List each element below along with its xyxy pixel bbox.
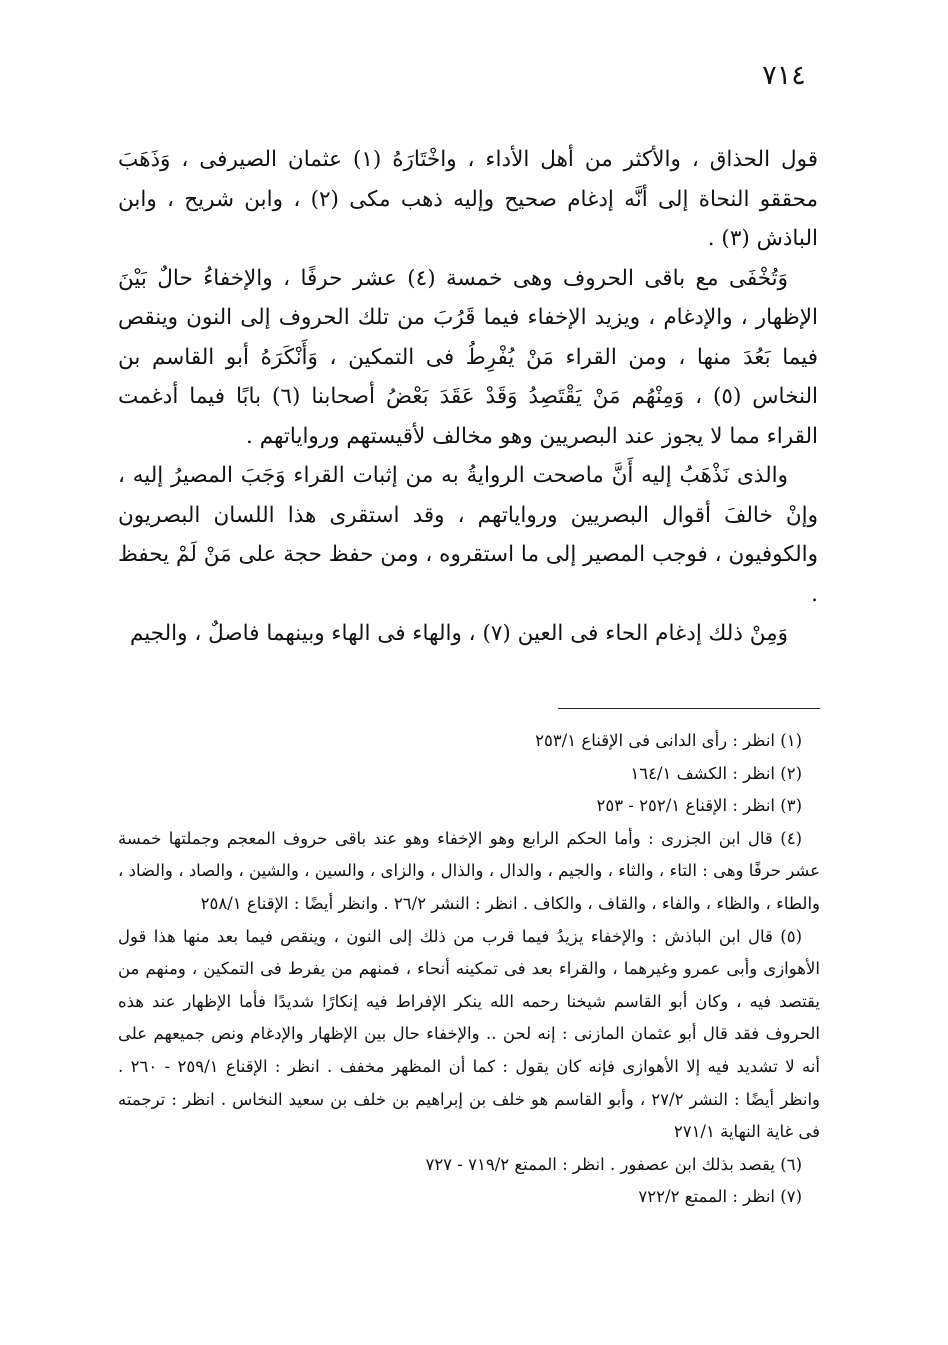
footnotes (118, 725, 820, 1214)
footnote: (٥) قال ابن الباذش : والإخفاء يزيدُ فيما قرب من ذلك إلى النون ، وينقص فيما بعد منها هذا قول الأهوازى وأبى عمرو وغيرهما ، والقراء بعد فى تمكينه أنحاء ، فمنهم من يفرط فى التمكين ، ومنهم من يقتصد فيه ، وكان أبو القاسم شيخنا رحمه الله ينكر الإفراط فيه إنكارًا شديدًا فأما الإظهار عند هذه الحروف فقد قال أبو عثمان المازنى : إنه لحن .. والإخفاء حال بين الإظهار والإدغام ونص جميعهم على أنه لا تشديد فيه إلا الأهوازى فإنه كان يقول : كما أن المظهر مخفف . انظر : الإقناع ٢٥٩/١ - ٢٦٠ . وانظر أيضًا : النشر ٢٧/٢ ، وأبو القاسم هو خلف بن إبراهيم بن خلف بن سعيد النخاس . انظر : ترجمته فى غاية النهاية ٢٧١/١ (118, 926, 820, 1142)
main-text (118, 140, 818, 654)
paragraph: والذى نَذْهَبُ إليه أَنَّ ماصحت الروايةُ به من إثبات القراء وَجَبَ المصيرُ إليه ، وإنْ خالفَ أقوال البصريين ورواياتهم ، وقد استقرى هذا اللسان البصريون والكوفيون ، فوجب المصير إلى ما استقروه ، ومن حفظ حجة على مَنْ لَمْ يحفظ . (118, 463, 818, 607)
paragraph: وَتُخْفَى مع باقى الحروف وهى خمسة (٤) عشر حرفًا ، والإخفاءُ حالٌ بَيْنَ الإظهار ، والإدغام ، ويزيد الإخفاء فيما قَرُبَ من تلك الحروف إلى النون وينقص فيما بَعُدَ منها ، ومن القراء مَنْ يُفْرِطُ فى التمكين ، وَأَنْكَرَهُ أبو القاسم بن النخاس (٥) ، وَمِنْهُم مَنْ يَقْتَصِدُ وَقَدْ عَقَدَ بَعْضُ أصحابنا (٦) بابًا فيما أدغمت القراء مما لا يجوز عند البصريين وهو مخالف لأقيستهم ورواياتهم . (118, 265, 819, 449)
footnote: (٢) انظر : الكشف ١٦٤/١ (630, 763, 802, 783)
footnote: (٦) يقصد بذلك ابن عصفور . انظر : الممتع ٧١٩/٢ - ٧٢٧ (425, 1154, 802, 1174)
footnote: (٧) انظر : الممتع ٧٢٢/٢ (638, 1187, 802, 1207)
footnote: (١) انظر : رأى الدانى فى الإقناع ٢٥٣/١ (535, 731, 802, 750)
paragraph: وَمِنْ ذلك إدغام الحاء فى العين (٧) ، والهاء فى الهاء وبينهما فاصلٌ ، والجيم (129, 621, 788, 646)
footnote-separator (558, 708, 820, 709)
page-number: ٧١٤ (762, 60, 806, 91)
footnote: (٣) انظر : الإقناع ٢٥٢/١ - ٢٥٣ (596, 796, 802, 816)
paragraph: قول الحذاق ، والأكثر من أهل الأداء ، واخْتَارَهُ (١) عثمان الصيرفى ، وَذَهَبَ محققو النحاة إلى أنَّه إدغام صحيح وإليه ذهب مكى (٢) ، وابن شريح ، وابن الباذش (٣) . (118, 147, 819, 251)
footnote: (٤) قال ابن الجزرى : وأما الحكم الرابع وهو الإخفاء وهو عند باقى حروف المعجم وجملتها خمسة عشر حرفًا وهى : التاء ، والثاء ، والجيم ، والدال ، والذال ، والزاى ، والسين ، والشين ، والصاد ، والضاد ، والطاء ، والظاء ، والفاء ، والقاف ، والكاف . انظر : النشر ٢٦/٢ . وانظر أيضًا : الإقناع ٢٥٨/١ (118, 828, 820, 913)
